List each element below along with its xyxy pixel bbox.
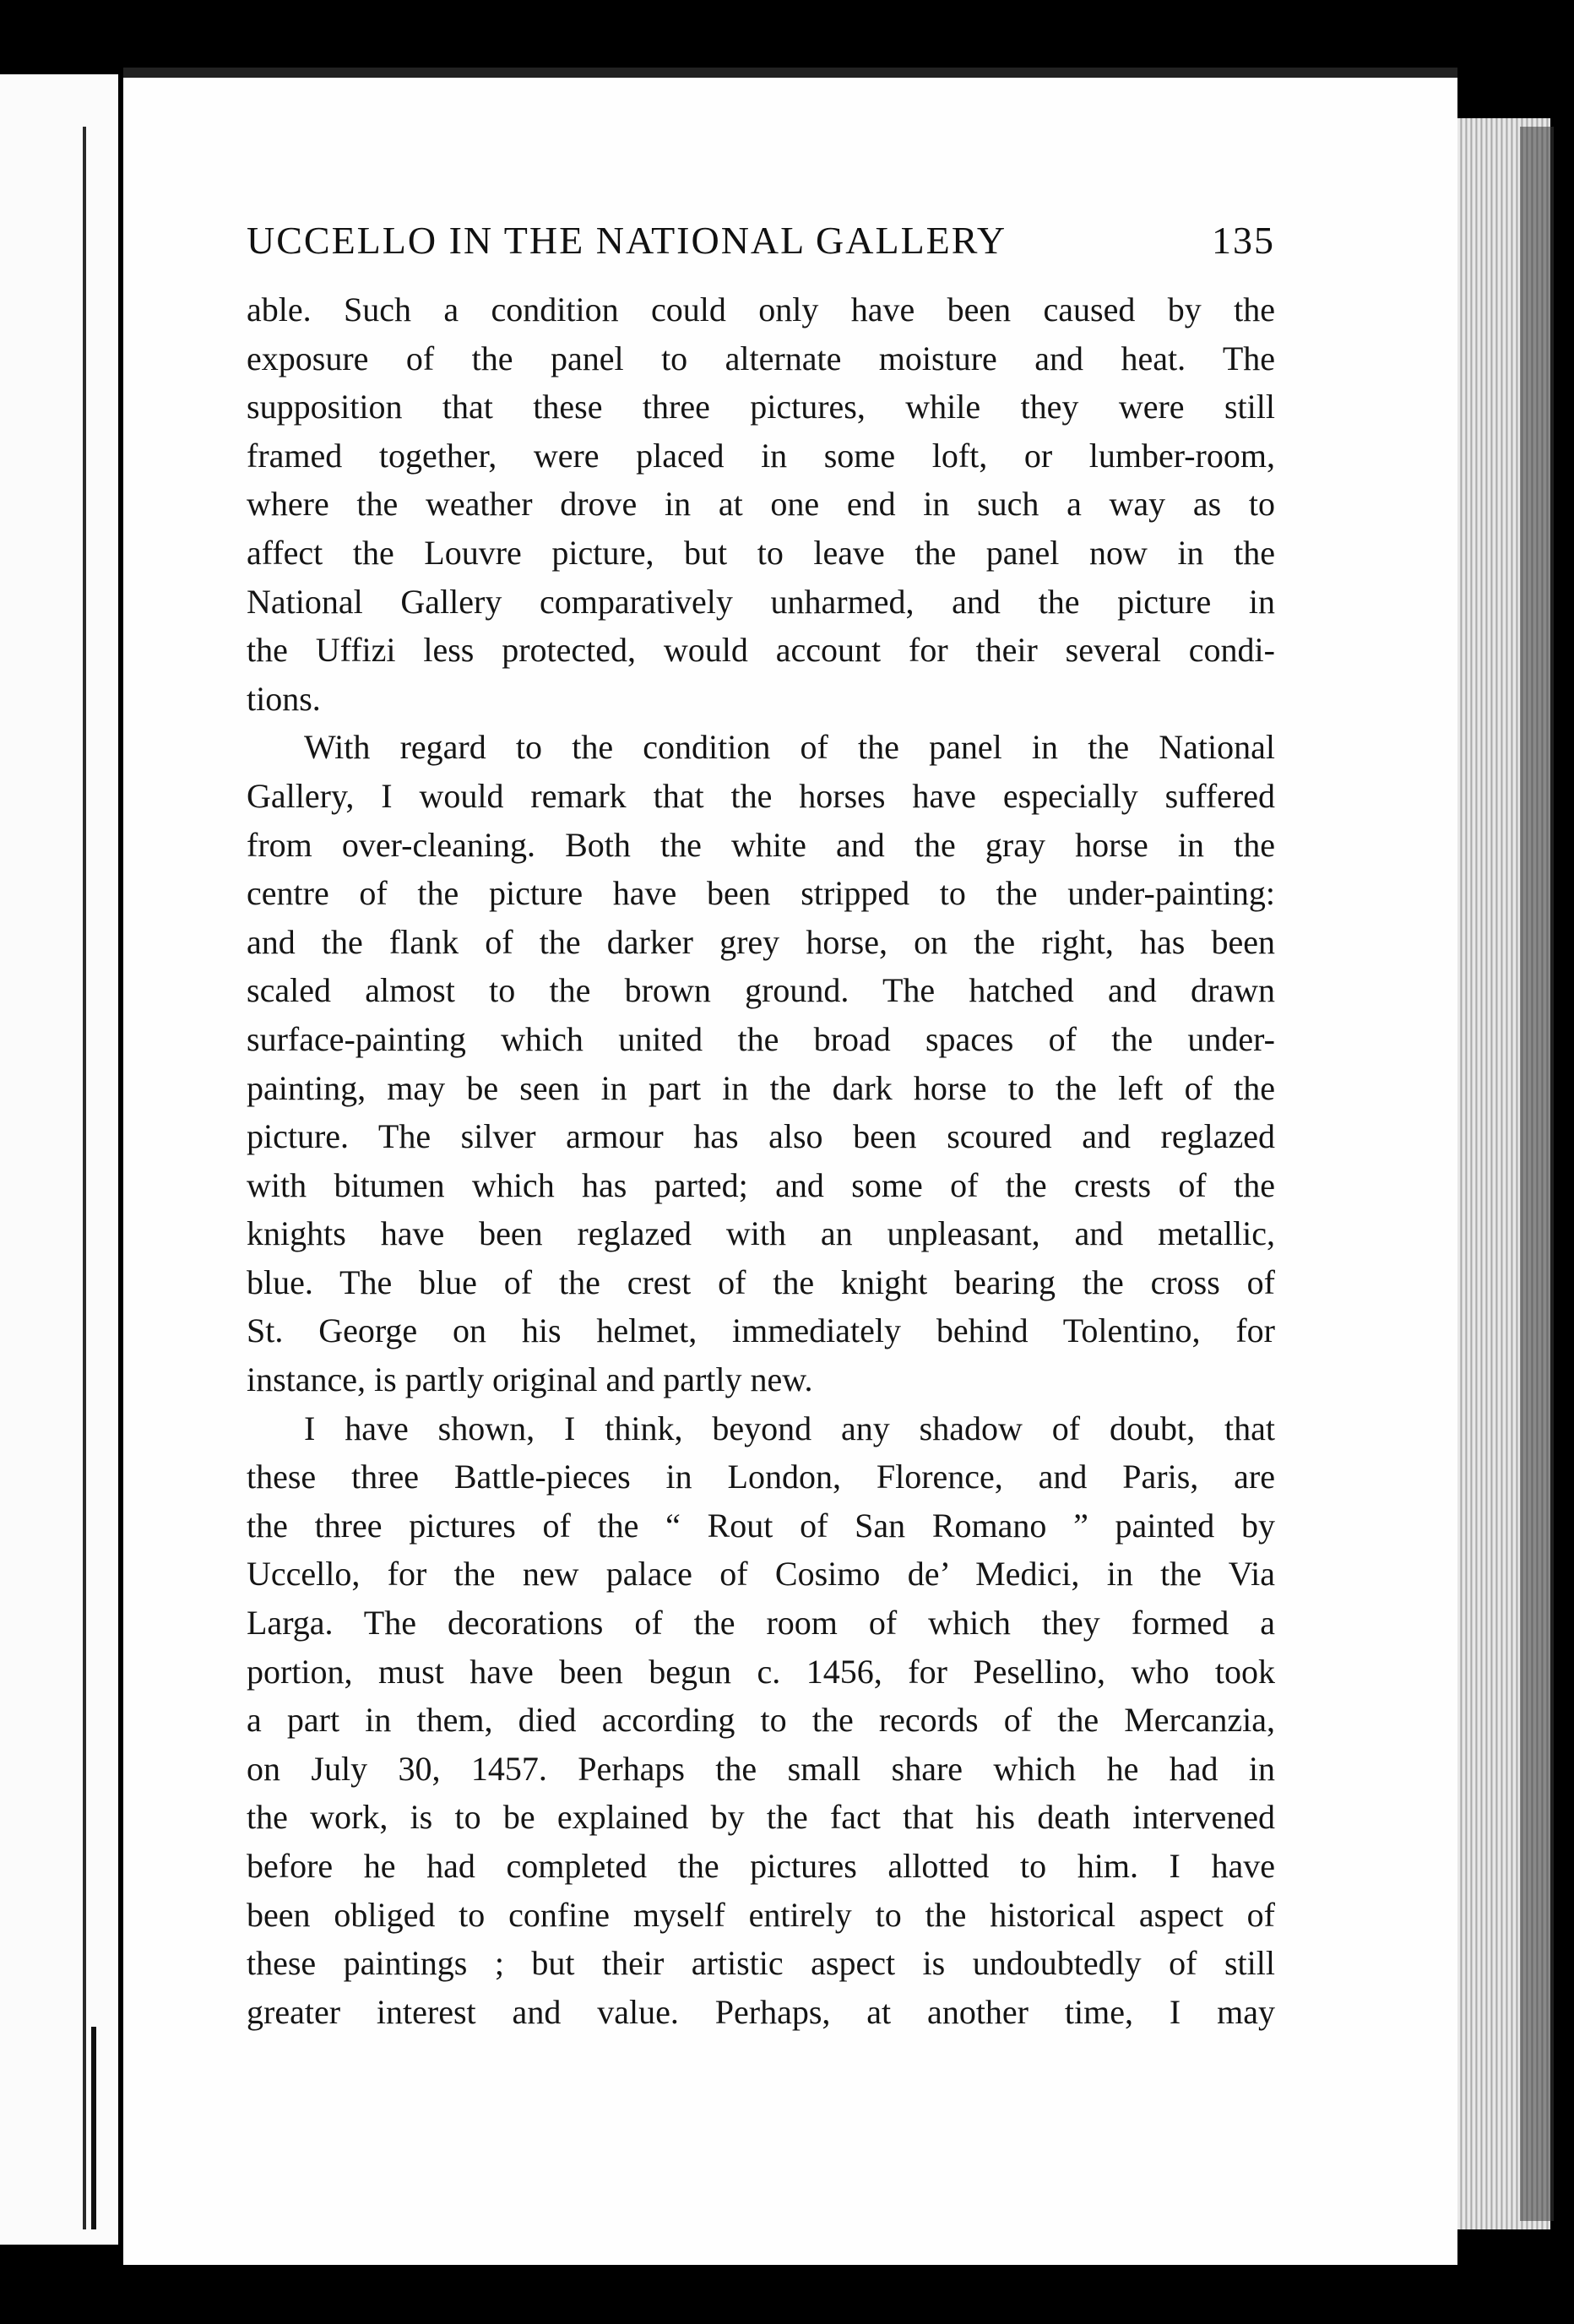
gutter-shadow-lower	[91, 2027, 96, 2229]
text-line: picture. The silver armour has also been scoured and reglazed	[247, 1117, 1275, 1156]
text-line: St. George on his helmet, immediately behind Tolentino, for	[247, 1311, 1275, 1350]
text-line: centre of the picture have been stripped to the under-painting:	[247, 874, 1275, 913]
text-line: tions.	[247, 679, 321, 718]
text-line: the Uffizi less protected, would account for their several condi-	[247, 631, 1275, 670]
page-number: 135	[1212, 219, 1275, 262]
text-line: Gallery, I would remark that the horses have especially suffered	[247, 776, 1275, 815]
text-line: supposition that these three pictures, while they were still	[247, 388, 1275, 426]
facing-page-edge	[0, 74, 118, 2245]
text-line: the work, is to be explained by the fact that his death intervened	[247, 1798, 1275, 1837]
text-line: With regard to the condition of the panel in the National	[304, 728, 1275, 767]
text-line: greater interest and value. Perhaps, at another time, I may	[247, 1992, 1275, 2031]
text-line: been obliged to confine myself entirely to the historical aspect of	[247, 1895, 1275, 1934]
text-line: where the weather drove in at one end in such a way as to	[247, 485, 1275, 524]
text-line: blue. The blue of the crest of the knight bearing the cross of	[247, 1262, 1275, 1301]
running-header	[247, 218, 1275, 269]
body-text	[247, 285, 1275, 2036]
text-line: these three Battle-pieces in London, Florence, and Paris, are	[247, 1458, 1275, 1496]
text-line: before he had completed the pictures allotted to him. I have	[247, 1847, 1275, 1885]
text-line: framed together, were placed in some loft, or lumber-room,	[247, 436, 1275, 475]
text-line: from over-cleaning. Both the white and the gray horse in the	[247, 825, 1275, 864]
gutter-shadow	[83, 127, 86, 2229]
text-line: exposure of the panel to alternate moisture and heat. The	[247, 339, 1275, 377]
text-line: a part in them, died according to the records of the Mercanzia,	[247, 1701, 1275, 1740]
text-line: painting, may be seen in part in the dark horse to the left of the	[247, 1068, 1275, 1107]
text-line: National Gallery comparatively unharmed, and the picture in	[247, 582, 1275, 621]
text-line: and the flank of the darker grey horse, on the right, has been	[247, 922, 1275, 961]
text-line: scaled almost to the brown ground. The hatched and drawn	[247, 971, 1275, 1010]
text-line: these paintings ; but their artistic aspect is undoubtedly of still	[247, 1944, 1275, 1983]
text-line: portion, must have been begun c. 1456, for Pesellino, who took	[247, 1652, 1275, 1691]
text-line: surface-painting which united the broad spaces of the under-	[247, 1019, 1275, 1058]
text-line: instance, is partly original and partly new.	[247, 1360, 813, 1399]
text-line: on July 30, 1457. Perhaps the small share which he had in	[247, 1749, 1275, 1788]
text-line: able. Such a condition could only have been caused by the	[247, 290, 1275, 329]
text-line: Larga. The decorations of the room of which they formed a	[247, 1604, 1275, 1643]
text-line: the three pictures of the “ Rout of San Romano ” painted by	[247, 1506, 1275, 1545]
running-title: UCCELLO IN THE NATIONAL GALLERY	[247, 219, 1007, 262]
text-line: knights have been reglazed with an unpleasant, and metallic,	[247, 1214, 1275, 1253]
text-line: Uccello, for the new palace of Cosimo de’ Medici, in the Via	[247, 1555, 1275, 1594]
text-line: I have shown, I think, beyond any shadow of doubt, that	[304, 1409, 1275, 1447]
text-line: affect the Louvre picture, but to leave the panel now in the	[247, 533, 1275, 572]
page-stack-shadow	[1520, 127, 1554, 2221]
text-line: with bitumen which has parted; and some of the crests of the	[247, 1165, 1275, 1204]
